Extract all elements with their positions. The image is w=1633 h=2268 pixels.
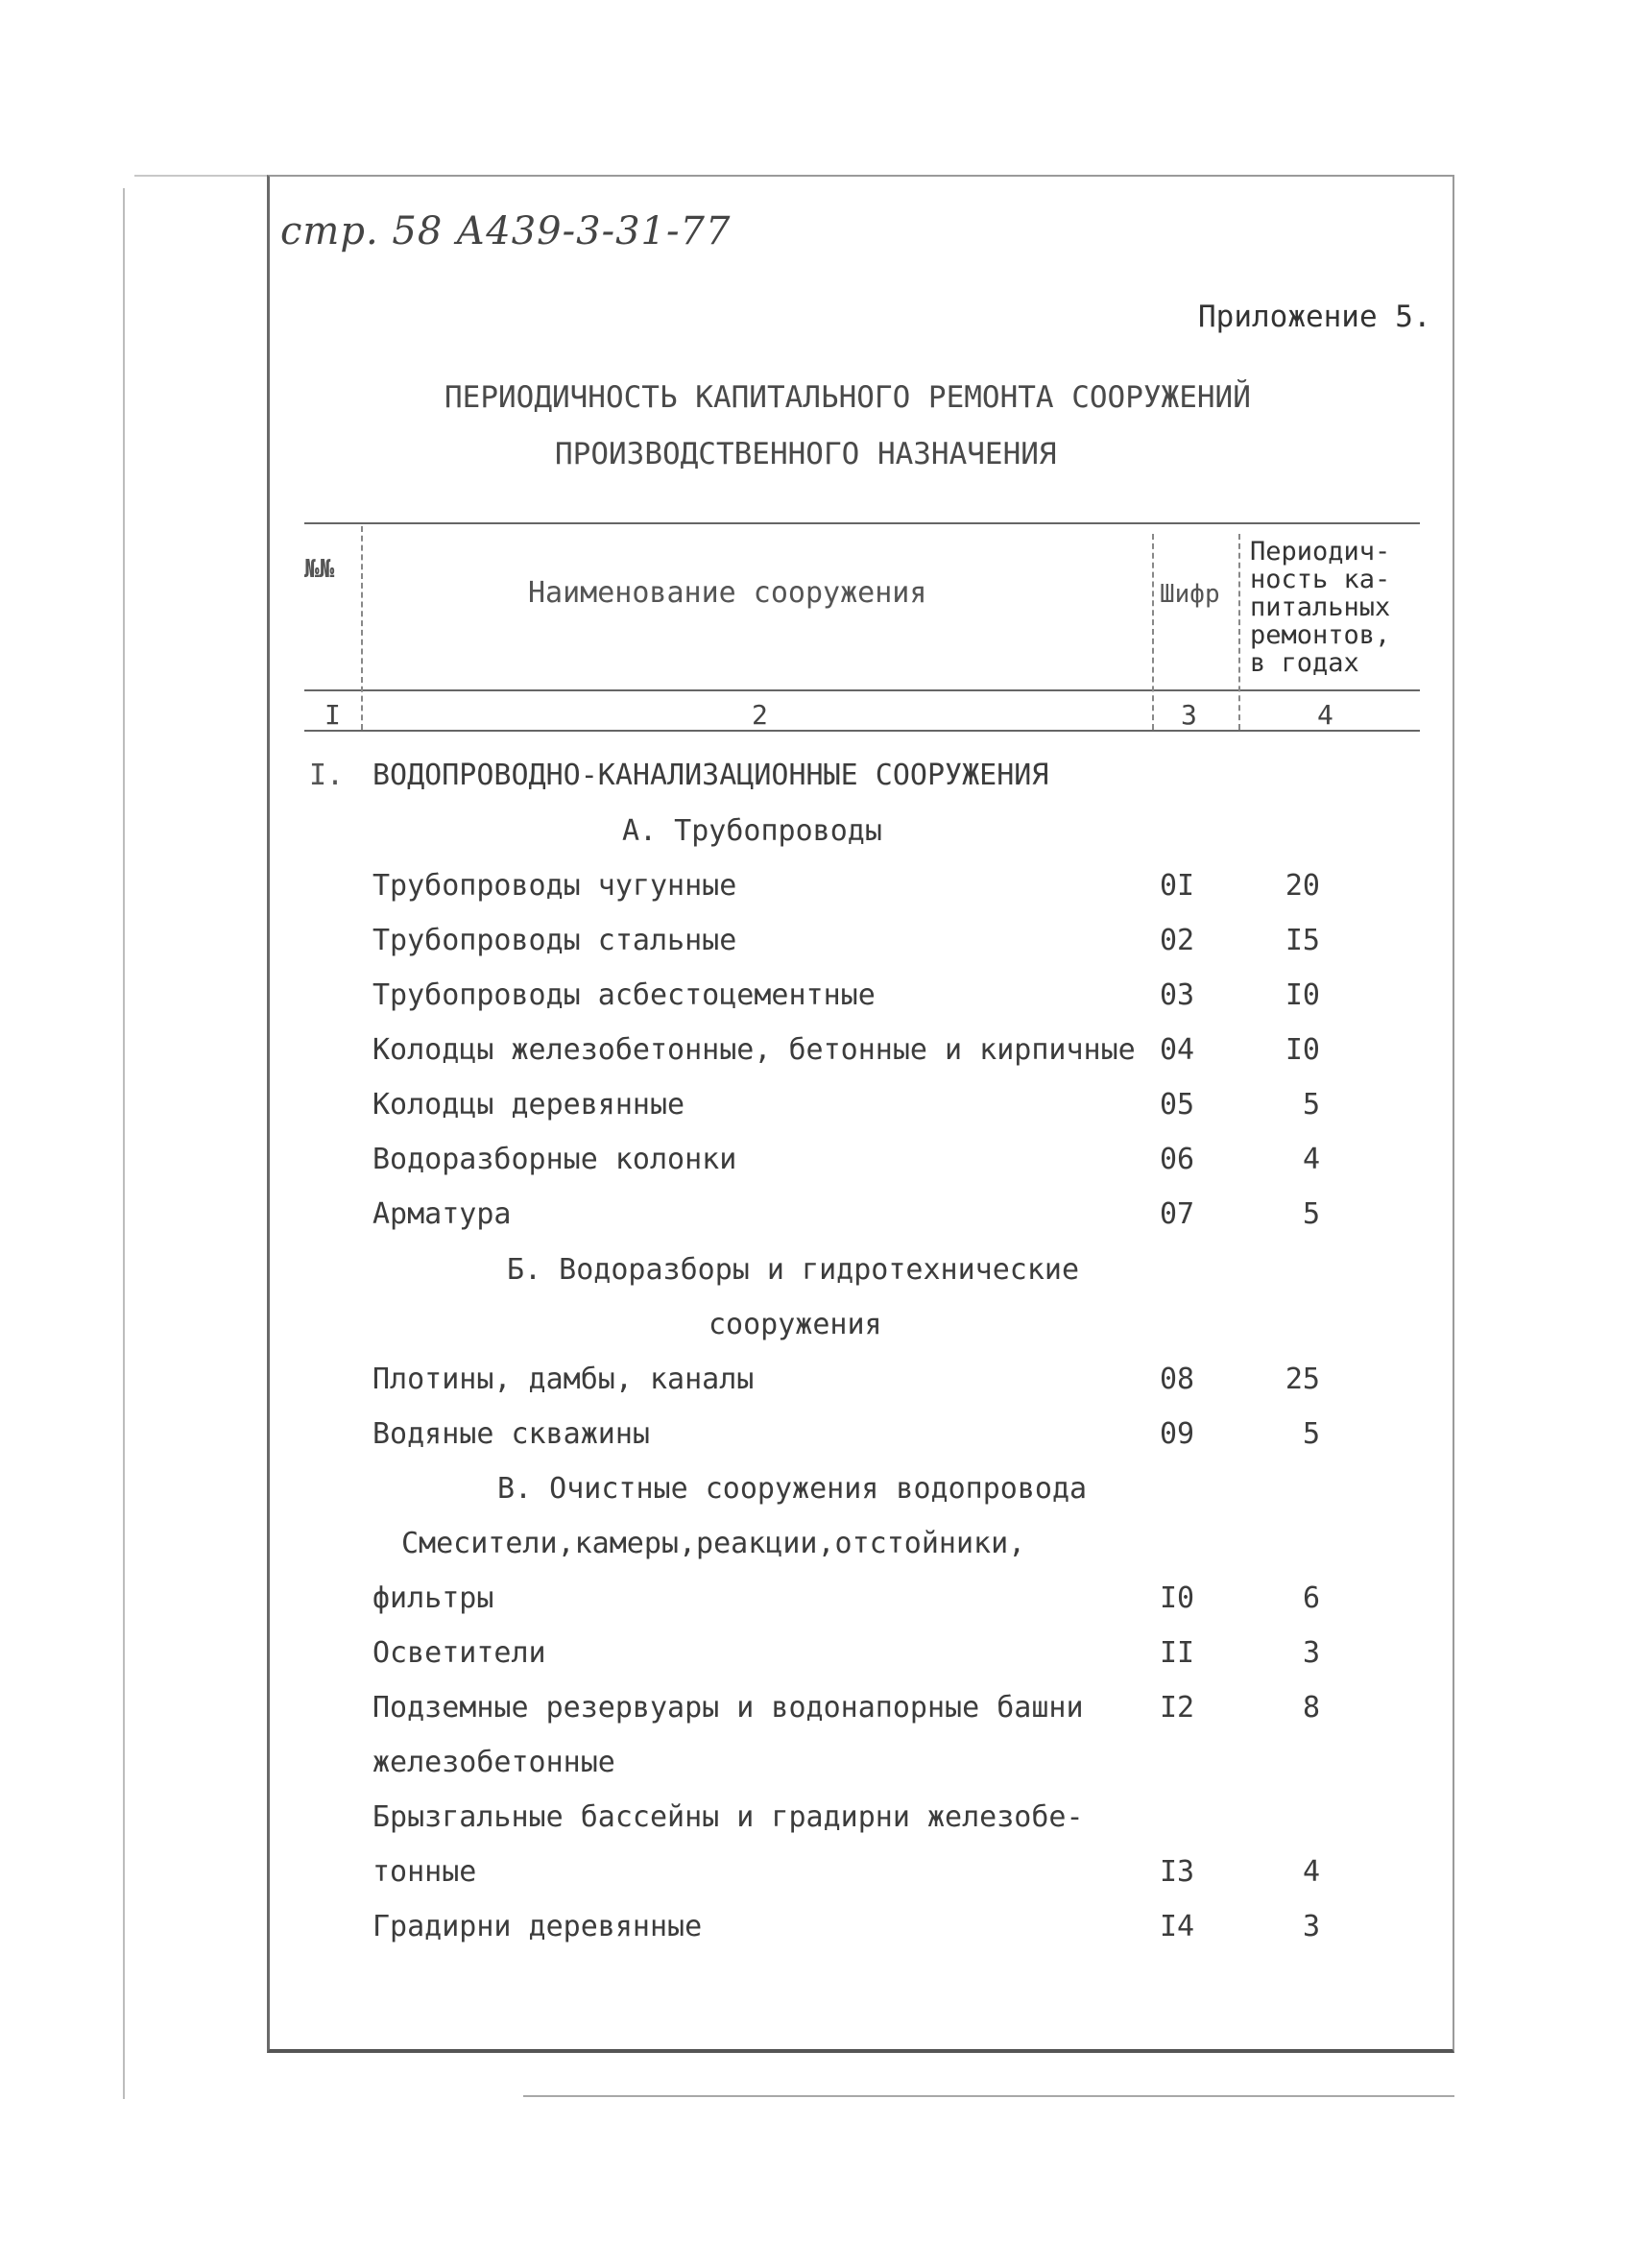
appendix-label: Приложение 5. — [1198, 300, 1431, 334]
scan-edge-bottom — [523, 2095, 1454, 2097]
table-top-rule — [304, 522, 1420, 524]
row-code: 02 — [1160, 924, 1195, 957]
col-number-rule — [304, 730, 1420, 732]
row-period: 3 — [1302, 1910, 1320, 1943]
row-period: I0 — [1285, 1033, 1320, 1067]
header-name: Наименование сооружения — [528, 576, 927, 610]
header-code: Шифр — [1160, 580, 1220, 609]
row-name-line2: железобетонные — [372, 1746, 615, 1779]
row-period: 5 — [1302, 1197, 1320, 1231]
row-period: 8 — [1302, 1691, 1320, 1725]
subsection-a: А. Трубопроводы — [622, 814, 882, 848]
row-code: 04 — [1160, 1033, 1195, 1067]
row-code: 06 — [1160, 1143, 1195, 1176]
scan-edge-left — [123, 188, 125, 2099]
subsection-b-line2: сооружения — [708, 1308, 882, 1341]
document-title-line1: ПЕРИОДИЧНОСТЬ КАПИТАЛЬНОГО РЕМОНТА СООРУЖЕНИЙ — [444, 380, 1251, 415]
row-period: 5 — [1302, 1088, 1320, 1122]
row-code: I2 — [1160, 1691, 1195, 1725]
row-period: I0 — [1285, 978, 1320, 1012]
header-number: №№ — [304, 555, 335, 584]
row-code: 09 — [1160, 1417, 1195, 1451]
column-divider-3 — [1238, 534, 1240, 730]
row-name: Трубопроводы чугунные — [372, 869, 737, 903]
row-name: тонные — [372, 1855, 477, 1889]
col-number-2: 2 — [752, 699, 768, 731]
page-stamp: стр. 58 А439-3-31-77 — [280, 209, 732, 253]
row-code: 05 — [1160, 1088, 1195, 1122]
row-period: 6 — [1302, 1581, 1320, 1615]
row-code: 0I — [1160, 869, 1195, 903]
row-name: Колодцы железобетонные, бетонные и кирпичные — [372, 1033, 1136, 1067]
row-period: 3 — [1302, 1636, 1320, 1670]
row-name: фильтры — [372, 1581, 494, 1615]
col-number-4: 4 — [1317, 699, 1333, 731]
row-period: 4 — [1302, 1855, 1320, 1889]
row-name: Трубопроводы стальные — [372, 924, 737, 957]
row-period: 5 — [1302, 1417, 1320, 1451]
document-title-line2: ПРОИЗВОДСТВЕННОГО НАЗНАЧЕНИЯ — [555, 437, 1057, 471]
row-code: 03 — [1160, 978, 1195, 1012]
header-period: Периодич- ность ка- питальных ремонтов, в годах — [1250, 537, 1391, 678]
row-code: 07 — [1160, 1197, 1195, 1231]
row-name: Градирни деревянные — [372, 1910, 703, 1943]
row-name: Подземные резервуары и водонапорные башни — [372, 1691, 1084, 1725]
column-divider-2 — [1152, 534, 1154, 730]
row-name: Осветители — [372, 1636, 546, 1670]
row-name-line1: Брызгальные бассейны и градирни железобе- — [372, 1800, 1084, 1834]
row-code: II — [1160, 1636, 1195, 1670]
row-name: Арматура — [372, 1197, 512, 1231]
row-name: Трубопроводы асбестоцементные — [372, 978, 876, 1012]
row-name-line1: Смесители,камеры,реакции,отстойники, — [401, 1527, 1026, 1560]
row-name: Водяные скважины — [372, 1417, 650, 1451]
header-bottom-rule — [304, 689, 1420, 691]
subsection-b-line1: Б. Водоразборы и гидротехнические — [507, 1253, 1080, 1287]
section-number: I. — [309, 759, 345, 792]
row-period: 25 — [1285, 1363, 1320, 1396]
row-code: I3 — [1160, 1855, 1195, 1889]
subsection-v: В. Очистные сооружения водопровода — [497, 1472, 1088, 1506]
col-number-1: I — [324, 699, 341, 731]
column-divider-1 — [361, 526, 363, 730]
row-period: I5 — [1285, 924, 1320, 957]
row-code: I4 — [1160, 1910, 1195, 1943]
row-code: I0 — [1160, 1581, 1195, 1615]
row-name: Плотины, дамбы, каналы — [372, 1363, 755, 1396]
scan-edge-top — [134, 175, 269, 177]
row-code: 08 — [1160, 1363, 1195, 1396]
row-name: Колодцы деревянные — [372, 1088, 685, 1122]
row-name: Водоразборные колонки — [372, 1143, 737, 1176]
row-period: 20 — [1285, 869, 1320, 903]
col-number-3: 3 — [1181, 699, 1197, 731]
row-period: 4 — [1302, 1143, 1320, 1176]
section-title: ВОДОПРОВОДНО-КАНАЛИЗАЦИОННЫЕ СООРУЖЕНИЯ — [372, 759, 1049, 792]
